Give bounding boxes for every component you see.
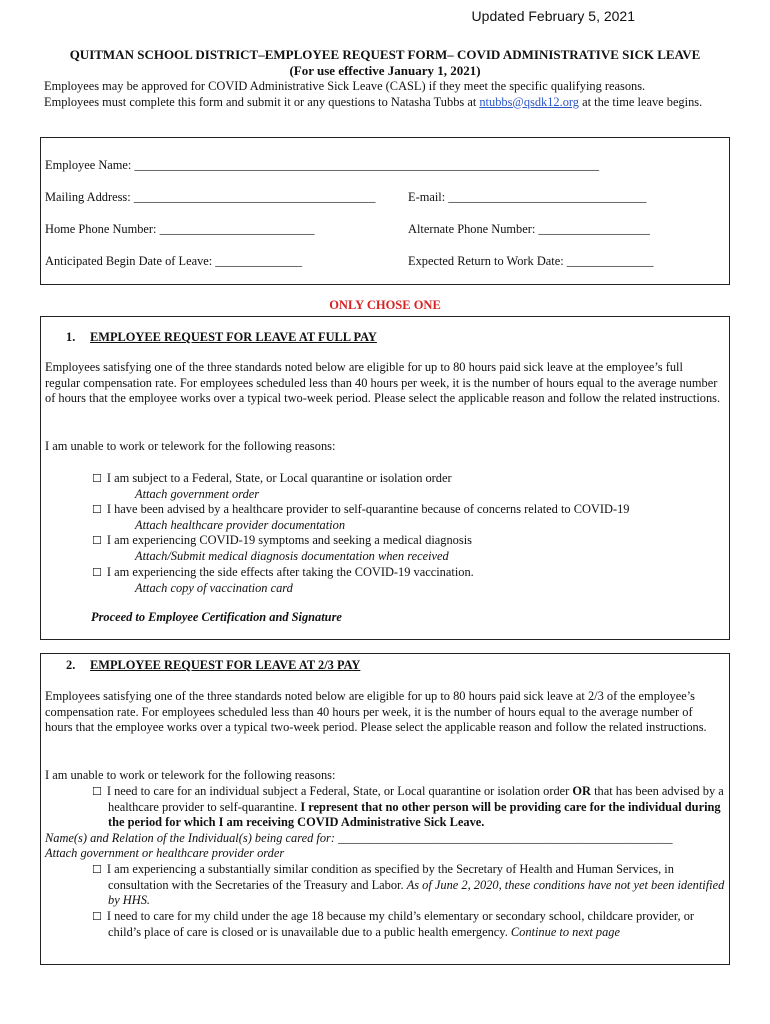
begin-date-field[interactable]: Anticipated Begin Date of Leave: ______________ xyxy=(45,254,303,268)
section-2-unable-text: I am unable to work or telework for the following reasons: xyxy=(45,768,336,782)
section-2-heading xyxy=(66,658,360,674)
option-similar-condition[interactable] xyxy=(92,862,727,909)
option-covid-symptoms[interactable] xyxy=(92,533,472,549)
option-note: As of June 2, 2020, these conditions have not yet been identified by HHS. xyxy=(108,877,725,908)
option-text: I am experiencing a substantially similar condition as specified by the Secretary of Health and Human Services, in consultation with the Secretaries of the Treasury and Labor. xyxy=(106,862,674,892)
intro-text xyxy=(44,79,734,110)
section-1-unable-text: I am unable to work or telework for the following reasons: xyxy=(45,439,336,453)
section-2-title: EMPLOYEE REQUEST FOR LEAVE AT 2/3 PAY xyxy=(90,658,361,672)
contact-email-link[interactable]: ntubbs@qsdk12.org xyxy=(479,94,580,109)
checkbox-icon[interactable]: ☐ xyxy=(92,472,102,485)
option-label: I have been advised by a healthcare provider to self-quarantine because of concerns related to COVID-19 xyxy=(106,502,630,516)
mailing-address-field[interactable]: Mailing Address: _______________________________________ xyxy=(45,190,376,204)
option-child-care[interactable] xyxy=(92,909,727,940)
option-label: I am experiencing COVID-19 symptoms and seeking a medical diagnosis xyxy=(106,533,472,547)
checkbox-icon[interactable]: ☐ xyxy=(92,863,102,876)
form-title-effective: (For use effective January 1, 2021) xyxy=(289,63,481,78)
checkbox-icon[interactable]: ☐ xyxy=(92,566,102,579)
form-title-main: QUITMAN SCHOOL DISTRICT–EMPLOYEE REQUEST FORM– COVID ADMINISTRATIVE SICK LEAVE xyxy=(69,47,701,62)
section-1-description: Employees satisfying one of the three standards noted below are eligible for up to 80 hours paid sick leave at the employee’s full regular compensation rate. For employees scheduled less than 40 hours per week, it is the number of hours equal to the average number of hours that the employee works over a typical two-week period. Please select the applicable reason and follow the related instructions. xyxy=(45,360,721,406)
return-date-field[interactable]: Expected Return to Work Date: ______________ xyxy=(408,254,654,268)
intro-line-1: Employees may be approved for COVID Administrative Sick Leave (CASL) if they meet the specific qualifying reasons. xyxy=(44,79,646,93)
section-1-heading xyxy=(66,330,377,346)
option-note: Attach/Submit medical diagnosis documentation when received xyxy=(135,549,449,563)
option-note: Attach healthcare provider documentation xyxy=(135,518,346,532)
checkbox-icon[interactable]: ☐ xyxy=(92,534,102,547)
alternate-phone-field[interactable]: Alternate Phone Number: __________________ xyxy=(408,222,650,236)
updated-date: Updated February 5, 2021 xyxy=(471,8,635,24)
option-note: Attach government order xyxy=(135,487,260,501)
proceed-instruction: Proceed to Employee Certification and Signature xyxy=(91,610,342,624)
section-two-thirds-pay xyxy=(40,653,730,965)
employee-info-box xyxy=(40,137,730,285)
checkbox-icon[interactable]: ☐ xyxy=(92,503,102,516)
option-note: Attach copy of vaccination card xyxy=(135,581,293,595)
cared-for-names-field[interactable]: Name(s) and Relation of the Individual(s) being cared for: ______________________________________________________ xyxy=(45,831,673,845)
checkbox-icon[interactable]: ☐ xyxy=(92,910,102,923)
option-label: I am experiencing the side effects after taking the COVID-19 vaccination. xyxy=(106,565,474,579)
option-text: that has been advised by a healthcare provider to self-quarantine. xyxy=(108,784,724,814)
option-self-quarantine-advice[interactable] xyxy=(92,502,629,518)
home-phone-field[interactable]: Home Phone Number: _________________________ xyxy=(45,222,315,236)
email-field[interactable]: E-mail: ________________________________ xyxy=(408,190,647,204)
form-title xyxy=(40,47,730,79)
option-label: I am subject to a Federal, State, or Local quarantine or isolation order xyxy=(106,471,452,485)
option-text: I need to care for an individual subject a Federal, State, or Local quarantine or isolation order xyxy=(106,784,573,798)
intro-line-2 xyxy=(44,95,734,111)
option-representation: I represent that no other person will be providing care for the individual during the period for which I am receiving COVID Administrative Sick Leave. xyxy=(108,799,721,830)
employee-name-field[interactable]: Employee Name: ___________________________________________________________________________ xyxy=(45,158,600,172)
section-full-pay xyxy=(40,316,730,640)
option-text: I need to care for my child under the age 18 because my child’s elementary or secondary school, childcare provider, or child’s place of care is closed or is unavailable due to a public health emergency. xyxy=(106,909,695,939)
option-vaccine-side-effects[interactable] xyxy=(92,565,474,581)
checkbox-icon[interactable]: ☐ xyxy=(92,785,102,798)
option-care-for-quarantined-individual[interactable] xyxy=(92,784,727,831)
section-2-description: Employees satisfying one of the three standards noted below are eligible for up to 80 hours paid sick leave at 2/3 of the employee’s compensation rate. For employees scheduled less than 40 hours per week, it is the number of hours equal to the average number of hours that the employee works over a typical two-week period. Please select the applicable reason and follow the related instructions. xyxy=(45,689,707,735)
section-1-title: EMPLOYEE REQUEST FOR LEAVE AT FULL PAY xyxy=(90,330,377,344)
attach-order-note: Attach government or healthcare provider order xyxy=(45,846,285,860)
intro-contact-suffix: at the time leave begins. xyxy=(579,94,703,109)
option-or: OR xyxy=(572,784,591,798)
option-quarantine-order[interactable] xyxy=(92,471,452,487)
intro-contact-text: Employees must complete this form and submit it or any questions to Natasha Tubbs at xyxy=(44,94,480,109)
continue-note: Continue to next page xyxy=(510,924,620,939)
only-chose-one-notice: ONLY CHOSE ONE xyxy=(329,298,441,312)
section-1-number: 1. xyxy=(66,330,76,344)
section-2-number: 2. xyxy=(66,658,76,672)
